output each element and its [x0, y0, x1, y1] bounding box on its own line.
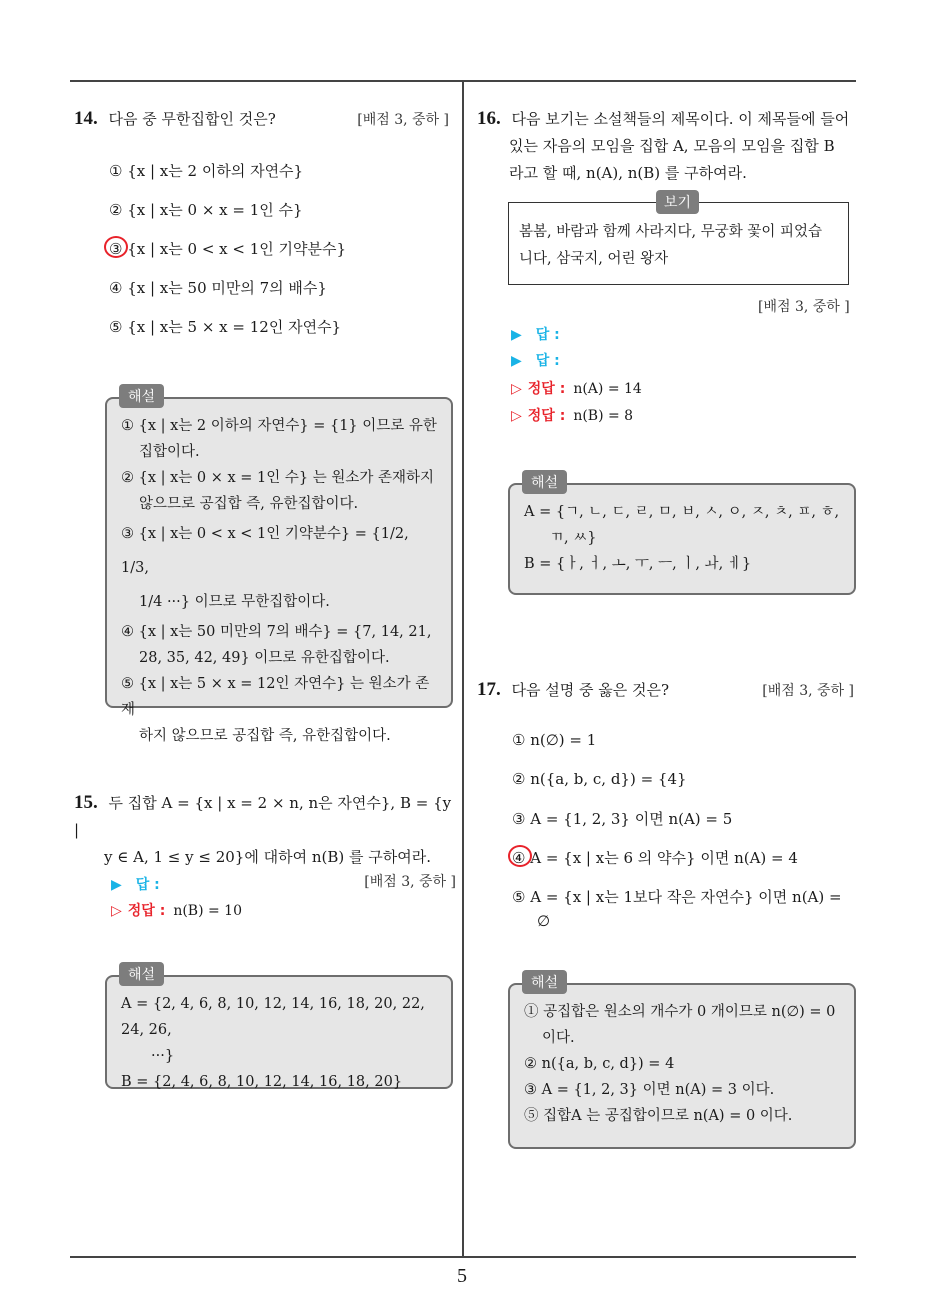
q15-correct-row [111, 900, 242, 920]
question-16-header [477, 105, 861, 187]
score-label: [배점 3, 중하 ] [758, 299, 850, 315]
q14-option-5[interactable]: ⑤ {x | x는 5 × x = 12인 자연수} [109, 318, 342, 336]
score-label: [배점 3, 중하 ] [364, 874, 456, 890]
q17-explanation-box [508, 983, 856, 1149]
question-number: 15. [74, 792, 98, 813]
q17-option-5[interactable]: ⑤ A = {x | x는 1보다 작은 자연수} 이면 n(A) = [512, 888, 842, 906]
q16-answer-row-1[interactable] [511, 324, 560, 344]
explanation-line: ② {x | x는 0 × x = 1인 수} 는 원소가 존재하지 [121, 470, 435, 486]
bogi-box [508, 202, 849, 285]
explanation-line: ㄲ, ㅆ} [550, 530, 597, 546]
question-text-line3: 라고 할 때, n(A), n(B) 를 구하여라. [509, 164, 747, 182]
question-text-line2: 있는 자음의 모임을 집합 A, 모음의 모임을 집합 B [509, 137, 835, 155]
explanation-line: 이다. [542, 1030, 575, 1046]
bottom-rule [70, 1256, 856, 1258]
explanation-line: 1/4 ···} 이므로 무한집합이다. [139, 594, 330, 610]
q15-explanation-box [105, 975, 453, 1089]
correct-value: n(B) = 8 [573, 408, 634, 424]
bogi-line2: 니다, 삼국지, 어린 왕자 [519, 251, 669, 267]
play-arrow-icon: ▶ [111, 877, 122, 893]
explanation-line: 집합이다. [139, 444, 200, 460]
explanation-line: ③ A = {1, 2, 3} 이면 n(A) = 3 이다. [524, 1082, 775, 1098]
question-17-header [477, 677, 854, 704]
explanation-line: 않으므로 공집합 즉, 유한집합이다. [139, 496, 359, 512]
q16-correct-row-2 [511, 405, 633, 425]
explanation-tag: 해설 [119, 962, 164, 986]
answer-label: 답 : [535, 327, 560, 343]
explanation-tag: 해설 [522, 970, 567, 994]
q17-option-5-continued: ∅ [537, 912, 551, 930]
q17-option-2[interactable]: ② n({a, b, c, d}) = {4} [512, 770, 687, 788]
q17-option-1[interactable]: ① n(∅) = 1 [512, 731, 597, 749]
explanation-line: ⑤ 집합A 는 공집합이므로 n(A) = 0 이다. [524, 1108, 793, 1124]
question-number: 17. [477, 679, 501, 700]
explanation-line: ⑤ {x | x는 5 × x = 12인 자연수} 는 원소가 존재 [121, 676, 430, 718]
q16-explanation-box [508, 483, 856, 595]
outline-triangle-icon: ▷ [111, 903, 122, 919]
explanation-tag: 해설 [119, 384, 164, 408]
correct-label: 정답 : [527, 381, 566, 397]
question-14-header [74, 106, 449, 133]
explanation-line: ③ {x | x는 0 < x < 1인 기약분수} = {1/2, 1/3, [121, 526, 409, 576]
q16-answer-row-2[interactable] [511, 350, 560, 370]
question-text-line1: 두 집합 A = {x | x = 2 × n, n은 자연수}, B = {y | [74, 794, 452, 839]
explanation-line: B = {2, 4, 6, 8, 10, 12, 14, 16, 18, 20} [121, 1074, 403, 1090]
question-text-line2: y ∈ A, 1 ≤ y ≤ 20}에 대하여 n(B) 를 구하여라. [104, 848, 431, 866]
explanation-line: 하지 않으므로 공집합 즉, 유한집합이다. [139, 728, 391, 744]
play-arrow-icon: ▶ [511, 353, 522, 369]
q14-explanation-box [105, 397, 453, 744]
question-number: 16. [477, 108, 501, 129]
answer-label: 답 : [535, 353, 560, 369]
explanation-line: B = {ㅏ, ㅓ, ㅗ, ㅜ, ㅡ, ㅣ, ㅘ, ㅔ} [524, 556, 752, 572]
bogi-tag: 보기 [656, 190, 699, 214]
explanation-line: ① {x | x는 2 이하의 자연수} = {1} 이므로 유한 [121, 418, 437, 434]
q17-option-3[interactable]: ③ A = {1, 2, 3} 이면 n(A) = 5 [512, 810, 733, 828]
q17-option-4[interactable]: ④ A = {x | x는 6 의 약수} 이면 n(A) = 4 [512, 849, 798, 867]
answer-label: 답 : [135, 877, 160, 893]
q15-answer-row[interactable] [111, 874, 160, 894]
outline-triangle-icon: ▷ [511, 381, 522, 397]
correct-label: 정답 : [127, 903, 166, 919]
explanation-tag: 해설 [522, 470, 567, 494]
score-label: [배점 3, 중하 ] [357, 112, 449, 128]
explanation-line: A = {2, 4, 6, 8, 10, 12, 14, 16, 18, 20, 22, 24, 26, [121, 996, 425, 1038]
question-text: 다음 중 무한집합인 것은? [108, 110, 276, 128]
explanation-line: ① 공집합은 원소의 개수가 0 개이므로 n(∅) = 0 [524, 1004, 836, 1020]
explanation-line: ④ {x | x는 50 미만의 7의 배수} = {7, 14, 21, [121, 624, 432, 640]
explanation-line: 28, 35, 42, 49} 이므로 유한집합이다. [139, 650, 390, 666]
correct-value: n(A) = 14 [573, 381, 642, 397]
score-label: [배점 3, 중하 ] [762, 683, 854, 699]
page-number: 5 [457, 1265, 467, 1287]
correct-value: n(B) = 10 [173, 903, 242, 919]
play-arrow-icon: ▶ [511, 327, 522, 343]
question-number: 14. [74, 108, 98, 129]
correct-label: 정답 : [527, 408, 566, 424]
q16-correct-row-1 [511, 378, 642, 398]
bogi-line1: 봄봄, 바람과 함께 사라지다, 무궁화 꽃이 피었습 [519, 224, 823, 240]
q14-option-2[interactable]: ② {x | x는 0 × x = 1인 수} [109, 201, 303, 219]
outline-triangle-icon: ▷ [511, 408, 522, 424]
q14-option-4[interactable]: ④ {x | x는 50 미만의 7의 배수} [109, 279, 327, 297]
question-text: 다음 설명 중 옳은 것은? [511, 681, 670, 699]
q14-option-3[interactable]: ③ {x | x는 0 < x < 1인 기약분수} [109, 240, 347, 258]
explanation-line: A = {ㄱ, ㄴ, ㄷ, ㄹ, ㅁ, ㅂ, ㅅ, ㅇ, ㅈ, ㅊ, ㅍ, ㅎ, [524, 504, 840, 520]
explanation-line: ② n({a, b, c, d}) = 4 [524, 1056, 675, 1072]
column-divider [462, 80, 464, 1258]
explanation-line: ···} [151, 1048, 175, 1064]
question-text-line1: 다음 보기는 소설책들의 제목이다. 이 제목들에 들어 [511, 110, 850, 128]
q14-option-1[interactable]: ① {x | x는 2 이하의 자연수} [109, 162, 304, 180]
